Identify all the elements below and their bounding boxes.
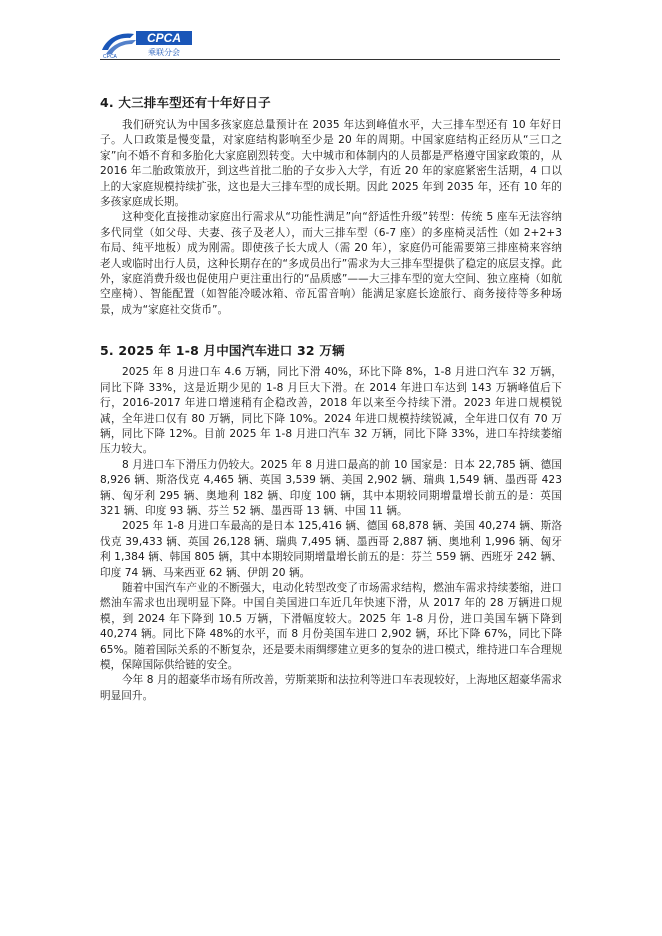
logo-subtext: 乘联分会 — [148, 48, 180, 57]
page-header — [100, 28, 560, 60]
paragraph: 8 月进口车下滑压力仍较大。2025 年 8 月进口最高的前 10 国家是：日本 22,785 辆、德国 8,926 辆、斯洛伐克 4,465 辆、英国 3,539 辆、美国 2,902 辆、瑞典 1,549 辆、墨西哥 423 辆、匈牙利 295 辆、奥地利 182 辆、印度 100 辆，其中本期较同期增量增长前五的是：英国 321 辆、印度 93 辆、芬兰 52 辆、墨西哥 13 辆、中国 11 辆。 — [100, 458, 562, 517]
svg-text:CPCA: CPCA — [103, 54, 117, 60]
paragraph: 随着中国汽车产业的不断强大，电动化转型改变了市场需求结构，燃油车需求持续萎缩，进口燃油车需求也出现明显下降。中国自美国进口车近几年快速下滑，从 2017 年的 28 万辆进口规模，到 2024 年下降到 10.5 万辆，下滑幅度较大。2025 年 1-8 月份，进口美国车辆下降到 40,274 辆。同比下降 48%的水平，而 8 月份美国车进口 2,902 辆，环比下降 67%，同比下降 65%。随着国际关系的不断复杂，还是要未雨绸缪建立更多的复杂的进口模式，维持进口车合理规模，保障国际供给链的安全。 — [100, 581, 562, 671]
section-heading: 4. 大三排车型还有十年好日子 — [100, 95, 271, 110]
document-body — [100, 94, 562, 704]
cpca-logo — [100, 28, 196, 60]
section-heading: 5. 2025 年 1-8 月中国汽车进口 32 万辆 — [100, 343, 345, 359]
logo-text: CPCA — [146, 31, 182, 45]
header-divider — [100, 59, 560, 60]
paragraph: 今年 8 月的超豪华市场有所改善，劳斯莱斯和法拉利等进口车表现较好，上海地区超豪华需求明显回升。 — [100, 674, 562, 702]
paragraph: 2025 年 1-8 月进口车最高的是日本 125,416 辆、德国 68,878 辆、美国 40,274 辆、斯洛伐克 39,433 辆、英国 26,128 辆、瑞典 7,495 辆、墨西哥 2,887 辆、奥地利 1,996 辆、匈牙利 1,384 辆、韩国 805 辆，其中本期较同期增量增长前五的是：芬兰 559 辆、西班牙 242 辆、印度 74 辆、马来西亚 62 辆、伊朗 20 辆。 — [100, 520, 562, 579]
paragraph: 这种变化直接推动家庭出行需求从“功能性满足”向“舒适性升级”转型：传统 5 座车无法容纳多代同堂（如父母、夫妻、孩子及老人），而大三排车型（6-7 座）的多座椅灵活性（如 2+2+3 布局、纯平地板）成为刚需。即使孩子长大成人（需 20 年），家庭仍可能需要第三排座椅来容纳老人或临时出行人员，这种长期存在的“多成员出行”需求为大三排车型提供了稳定的底层支撑。此外，家庭消费升级也促使用户更注重出行的“品质感”——大三排车型的宽大空间、独立座椅（如航空座椅）、智能配置（如智能冷暖冰箱、帝瓦雷音响）能满足家庭长途旅行、商务接待等多种场景，成为“家庭社交货币”。 — [100, 211, 562, 316]
paragraph: 我们研究认为中国多孩家庭总量预计在 2035 年达到峰值水平，大三排车型还有 10 年好日子。人口政策是慢变量，对家庭结构影响至少是 20 年的周期。中国家庭结构正经历从“三口之家”向不婚不育和多胎化大家庭剧烈转变。大中城市和体制内的人员都是严格遵守国家政策的，从 2016 年二胎政策放开，到这些首批二胎的子女步入大学，有近 20 年的家庭紧密生活期，4 口以上的大家庭规模持续扩张，这也是大三排车型的成长期。因此 2025 年到 2035 年，还有 10 年的多孩家庭成长期。 — [100, 119, 562, 209]
paragraph: 2025 年 8 月进口车 4.6 万辆，同比下滑 40%，环比下降 8%，1-8 月进口汽车 32 万辆，同比下降 33%，这是近期少见的 1-8 月巨大下滑。在 2014 年进口车达到 143 万辆峰值后下行，2016-2017 年进口增速稍有企稳改善，2018 年以来至今持续下滑。2023 年进口规模锐减，全年进口仅有 80 万辆，同比下降 10%。2024 年进口规模持续锐减，全年进口仅有 70 万辆，同比下降 12%。目前 2025 年 1-8 月进口汽车 32 万辆，同比下降 33%，进口车持续萎缩压力较大。 — [100, 366, 563, 456]
